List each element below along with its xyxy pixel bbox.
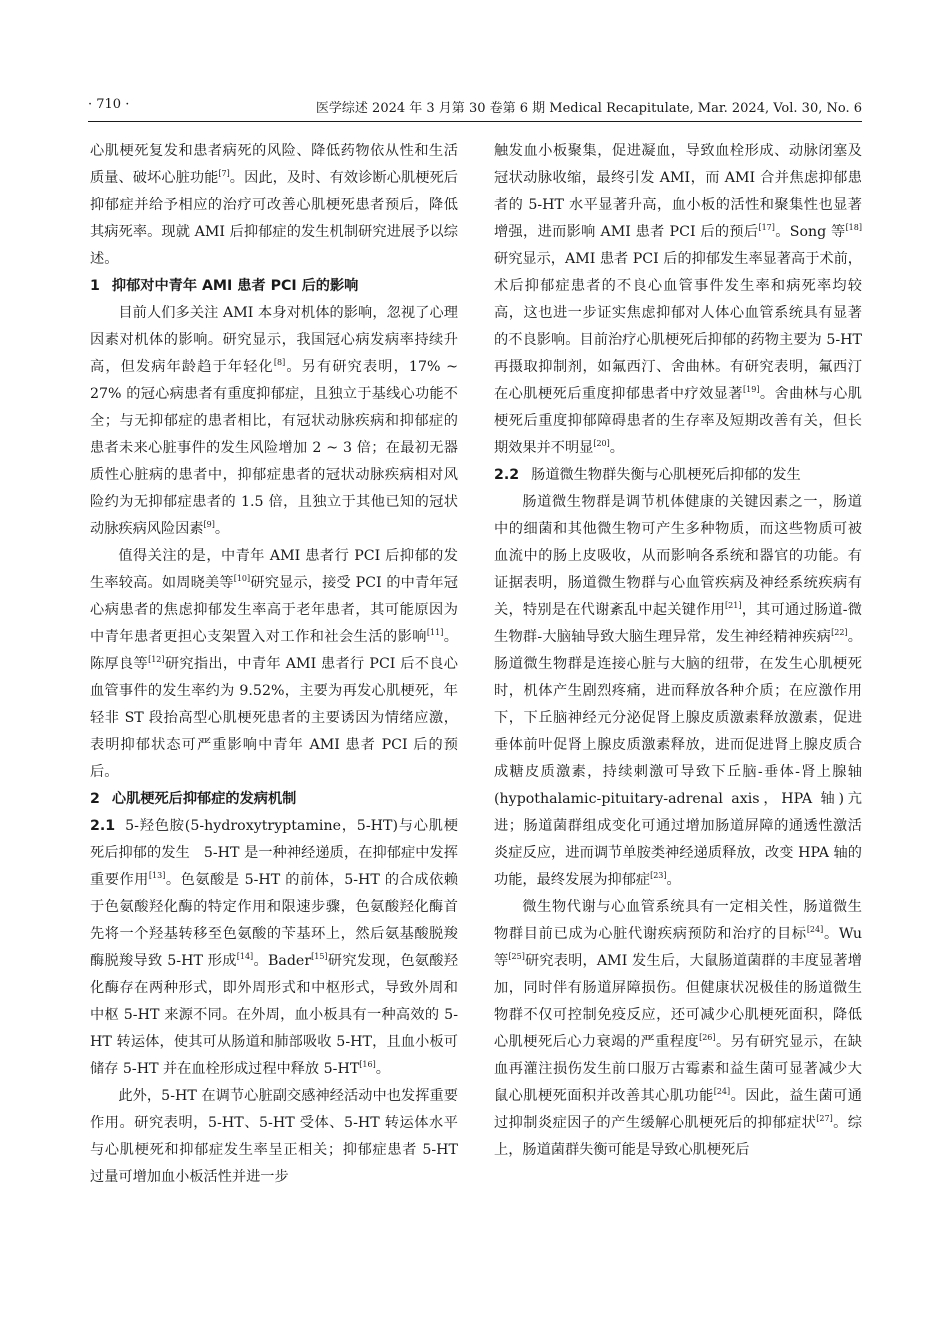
citation-ref: [18] — [845, 223, 862, 232]
citation-ref: [25] — [508, 952, 525, 961]
citation-ref: [26] — [699, 1033, 716, 1042]
citation-ref: [11] — [426, 628, 444, 637]
citation-ref: [23] — [650, 871, 667, 880]
citation-ref: [13] — [148, 871, 166, 880]
citation-ref: [17] — [758, 223, 775, 232]
citation-ref: [15] — [311, 952, 328, 961]
citation-ref: [21] — [725, 601, 742, 610]
left-column: 心肌梗死复发和患者病死的风险、降低药物依从性和生活质量、破坏心脏功能[7]。因此，及时、有效诊断心肌梗死后抑郁症并给予相应的治疗可改善心肌梗死患者预后，降低其病死率。现就 AMI 后抑郁症的发生机制研究进展予以综述。 1 抑郁对中青年 AMI 患者 PCI 后的影响 目前人们多关注 AMI 本身对机体的影响，忽视了心理因素对机体的影响。研究显示，我国冠心病发病率持续升高，但发病年龄趋于年轻化[8]。另有研究表明，17% ~ 27% 的冠心病患者有重度抑郁症，且独立于基线心功能不全；与无抑郁症的患者相比，有冠状动脉疾病和抑郁症的患者未来心脏事件的发生风险增加 2 ~ 3 倍；在最初无器质性心脏病的患者中，抑郁症患者的冠状动脉疾病相对风险约为无抑郁症患者的 1.5 倍，且独立于其他已知的冠状动脉疾病风险因素[9]。 值得关注的是，中青年 AMI 患者行 PCI 后抑郁的发生率较高。如周晓美等[10]研究显示，接受 PCI 的中青年冠心病患者的焦虑抑郁发生率高于老年患者，其可能原因为中青年患者更担心支架置入对工作和社会生活的影响[11]。陈厚良等[12]研究指出，中青年 AMI 患者行 PCI 后不良心血管事件的发生率约为 9.52%，主要为再发心肌梗死，年轻非 ST 段抬高型心肌梗死患者的主要诱因为情绪应激，表明抑郁状态可严重影响中青年 AMI 患者 PCI 后的预后。 2 心肌梗死后抑郁症的发病机制 2.1 5-羟色胺(5-hydroxytryptamine，5-HT)与心肌梗死后抑郁的发生 5-HT 是一种神经递质，在抑郁症中发挥重要作用[13]。色氨酸是 5-HT 的前体，5-HT 的合成依赖于色氨酸羟化酶的特定作用和限速步骤，色氨酸羟化酶首先将一个羟基转移至色氨酸的苄基环上，然后氨基酸脱羧酶脱羧导致 5-HT 形成[14]。Bader[15]研究发现，色氨酸羟化酶存在两种形式，即外周形式和中枢形式，导致外周和中枢 5-HT 来源不同。在外周，血小板具有一种高效的 5-HT 转运体，使其可从肠道和肺部吸收 5-HT，且血小板可储存 5-HT 并在血栓形成过程中释放 5-HT[16]。 此外，5-HT 在调节心脏副交感神经活动中也发挥重要作用。研究表明，5-HT、5-HT 受体、5-HT 转运体水平与心肌梗死和抑郁症发生率呈正相关；抑郁症患者 5-HT 过量可增加血小板活性并进一步 — [90, 138, 458, 1191]
citation-ref: [24] — [713, 1087, 731, 1096]
header-divider — [88, 121, 862, 122]
section-2-2-heading: 2.2 肠道微生物群失衡与心肌梗死后抑郁的发生 — [494, 467, 801, 483]
journal-citation: 医学综述 2024 年 3 月第 30 卷第 6 期 Medical Recapitulate, Mar. 2024, Vol. 30, No. 6 — [315, 101, 862, 116]
citation-ref: [20] — [593, 439, 610, 448]
section-1-heading: 1 抑郁对中青年 AMI 患者 PCI 后的影响 — [90, 278, 359, 294]
section-2-1-paragraph-2-continued: 触发血小板聚集，促进凝血，导致血栓形成、动脉闭塞及冠状动脉收缩，最终引发 AMI，而 AMI 合并焦虑抑郁患者的 5-HT 水平显著升高，血小板的活性和聚集性也显著增强，进而影响 AMI 患者 PCI 后的预后[17]。Song 等[18]研究显示，AMI 患者 PCI 后的抑郁发生率显著高于术前，术后抑郁症患者的不良心血管事件发生率和病死率均较高，这也进一步证实焦虑抑郁对人体心血管系统具有显著的不良影响。目前治疗心肌梗死后抑郁的药物主要为 5-HT 再摄取抑制剂，如氟西汀、舍曲林。有研究表明，氟西汀在心肌梗死后重度抑郁患者中疗效显著[19]。舍曲林与心肌梗死后重度抑郁障碍患者的生存率及短期改善有关，但长期效果并不明显[20]。 — [494, 143, 862, 456]
section-1-paragraph-1: 目前人们多关注 AMI 本身对机体的影响，忽视了心理因素对机体的影响。研究显示，我国冠心病发病率持续升高，但发病年龄趋于年轻化[8]。另有研究表明，17% ~ 27% 的冠心病患者有重度抑郁症，且独立于基线心功能不全；与无抑郁症的患者相比，有冠状动脉疾病和抑郁症的患者未来心脏事件的发生风险增加 2 ~ 3 倍；在最初无器质性心脏病的患者中，抑郁症患者的冠状动脉疾病相对风险约为无抑郁症患者的 1.5 倍，且独立于其他已知的冠状动脉疾病风险因素[9]。 — [90, 305, 458, 537]
section-2-heading: 2 心肌梗死后抑郁症的发病机制 — [90, 791, 297, 807]
citation-ref: [7] — [218, 169, 230, 178]
intro-paragraph-continued: 心肌梗死复发和患者病死的风险、降低药物依从性和生活质量、破坏心脏功能[7]。因此，及时、有效诊断心肌梗死后抑郁症并给予相应的治疗可改善心肌梗死患者预后，降低其病死率。现就 AMI 后抑郁症的发生机制研究进展予以综述。 — [90, 143, 458, 267]
citation-ref: [22] — [831, 628, 848, 637]
citation-ref: [12] — [148, 655, 165, 664]
section-2-1-paragraph-2: 此外，5-HT 在调节心脏副交感神经活动中也发挥重要作用。研究表明，5-HT、5-HT 受体、5-HT 转运体水平与心肌梗死和抑郁症发生率呈正相关；抑郁症患者 5-HT 过量可增加血小板活性并进一步 — [90, 1088, 458, 1185]
section-2-1-heading: 2.1 5-羟色胺(5-hydroxytryptamine，5-HT)与心肌梗死后抑郁的发生 — [90, 818, 458, 861]
citation-ref: [10] — [233, 574, 251, 583]
citation-ref: [9] — [203, 520, 215, 529]
citation-ref: [24] — [806, 925, 824, 934]
citation-ref: [19] — [743, 385, 760, 394]
citation-ref: [27] — [816, 1114, 833, 1123]
section-2-2-paragraph-2: 微生物代谢与心血管系统具有一定相关性，肠道微生物群目前已成为心脏代谢疾病预防和治疗的目标[24]。Wu 等[25]研究表明，AMI 发生后，大鼠肠道菌群的丰度显著增加，同时伴有肠道屏障损伤。但健康状况极佳的肠道微生物群不仅可控制免疫反应，还可减少心肌梗死面积，降低心肌梗死后心力衰竭的严重程度[26]。另有研究显示，在缺血再灌注损伤发生前口服万古霉素和益生菌可显著减少大鼠心肌梗死面积并改善其心肌功能[24]。因此，益生菌可通过抑制炎症因子的产生缓解心肌梗死后的抑郁症状[27]。综上，肠道菌群失衡可能是导致心肌梗死后 — [494, 899, 862, 1158]
section-1-paragraph-2: 值得关注的是，中青年 AMI 患者行 PCI 后抑郁的发生率较高。如周晓美等[10]研究显示，接受 PCI 的中青年冠心病患者的焦虑抑郁发生率高于老年患者，其可能原因为中青年患者更担心支架置入对工作和社会生活的影响[11]。陈厚良等[12]研究指出，中青年 AMI 患者行 PCI 后不良心血管事件的发生率约为 9.52%，主要为再发心肌梗死，年轻非 ST 段抬高型心肌梗死患者的主要诱因为情绪应激，表明抑郁状态可严重影响中青年 AMI 患者 PCI 后的预后。 — [90, 548, 458, 780]
citation-ref: [14] — [236, 952, 254, 961]
section-2-2-paragraph-1: 肠道微生物群是调节机体健康的关键因素之一，肠道中的细菌和其他微生物可产生多种物质，而这些物质可被血流中的肠上皮吸收，从而影响各系统和器官的功能。有证据表明，肠道微生物群与心血管疾病及神经系统疾病有关，特别是在代谢紊乱中起关键作用[21]，其可通过肠道-微生物群-大脑轴导致大脑生理异常，发生神经精神疾病[22]。肠道微生物群是连接心脏与大脑的纽带，在发生心肌梗死时，机体产生剧烈疼痛，进而释放各种介质；在应激作用下，下丘脑神经元分泌促肾上腺皮质激素释放激素，促进垂体前叶促肾上腺皮质激素释放，进而促进肾上腺皮质合成糖皮质激素，持续刺激可导致下丘脑-垂体-肾上腺轴(hypothalamic-pituitary-adrenal axis，HPA 轴)亢进；肠道菌群组成变化可通过增加肠道屏障的通透性激活炎症反应，进而调节单胺类神经递质释放，改变 HPA 轴的功能，最终发展为抑郁症[23]。 — [494, 494, 862, 888]
citation-ref: [16] — [359, 1060, 376, 1069]
right-column — [494, 138, 862, 1164]
page-header — [88, 97, 862, 119]
citation-ref: [8] — [273, 358, 286, 367]
page-number: · 710 · — [88, 97, 130, 112]
